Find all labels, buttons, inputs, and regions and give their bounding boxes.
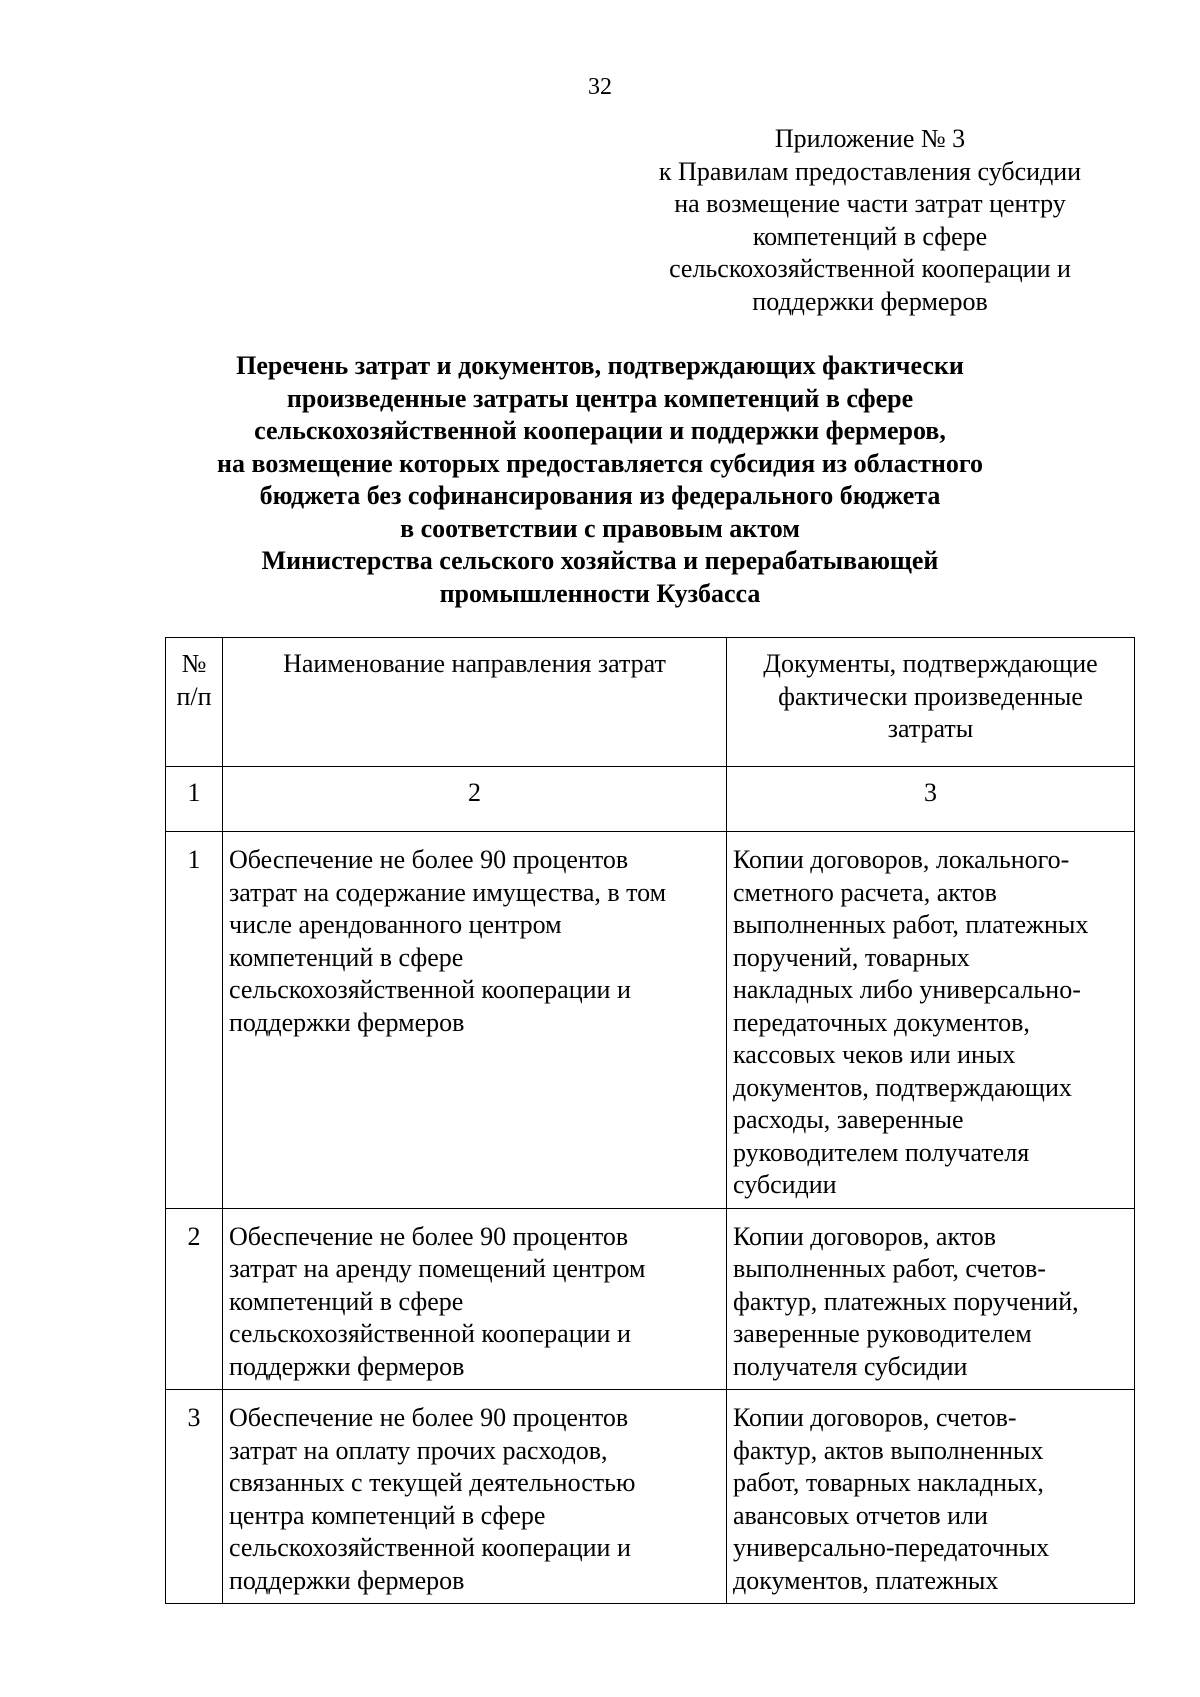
cell-line: накладных либо универсально-: [733, 975, 1081, 1004]
cell-line: кассовых чеков или иных: [733, 1040, 1016, 1069]
cell-line: документов, платежных: [733, 1565, 999, 1595]
cell-line: поддержки фермеров: [229, 1565, 465, 1595]
appendix-note: [620, 123, 1120, 318]
cell-line: авансовых отчетов или: [733, 1500, 988, 1530]
page-number: 32: [588, 74, 612, 100]
column-numbers-row: [166, 767, 1135, 832]
header-line: фактически произведенные: [778, 681, 1083, 711]
column-number: 2: [223, 767, 727, 832]
table-row: [166, 1390, 1135, 1604]
cell-line: расходы, заверенные: [733, 1105, 964, 1134]
cost-name-cell: [223, 1208, 727, 1390]
cell-line: затрат на аренду помещений центром: [229, 1254, 646, 1283]
appendix-line: сельскохозяйственной кооперации и: [669, 254, 1071, 283]
cell-line: универсально-передаточных: [733, 1533, 1050, 1562]
cell-line: поддержки фермеров: [229, 1007, 465, 1037]
appendix-line: к Правилам предоставления субсидии: [658, 156, 1082, 186]
title-line: Перечень затрат и документов, подтверждающих фактически: [236, 351, 964, 380]
cell-line: руководителем получателя: [733, 1137, 1030, 1167]
cell-line: сметного расчета, актов: [733, 877, 997, 907]
appendix-line: поддержки фермеров: [752, 286, 988, 316]
title-line: произведенные затраты центра компетенций в сфере: [286, 383, 914, 413]
header-line: затраты: [887, 714, 974, 743]
cell-line: выполненных работ, платежных: [733, 910, 1089, 939]
documents-cell: [727, 832, 1135, 1209]
cell-line: документов, подтверждающих: [733, 1072, 1072, 1102]
column-number: 3: [727, 767, 1135, 832]
title-line: в соответствии с правовым актом: [400, 513, 800, 543]
appendix-line: на возмещение части затрат центру: [674, 189, 1066, 218]
title-line: промышленности Кузбасса: [439, 578, 761, 608]
cell-line: получателя субсидии: [733, 1351, 968, 1381]
cell-line: Копии договоров, счетов-: [733, 1403, 1017, 1432]
header-line: №: [181, 649, 207, 678]
row-number: 2: [166, 1208, 223, 1390]
cell-line: фактур, платежных поручений,: [733, 1286, 1079, 1316]
cell-line: затрат на содержание имущества, в том: [229, 877, 667, 907]
cell-line: сельскохозяйственной кооперации и: [229, 1533, 631, 1562]
table-row: [166, 1208, 1135, 1390]
cell-line: затрат на оплату прочих расходов,: [229, 1435, 608, 1465]
documents-cell: [727, 1390, 1135, 1604]
header-documents: [727, 638, 1135, 767]
cell-line: числе арендованного центром: [229, 910, 562, 939]
cell-line: Копии договоров, актов: [733, 1221, 997, 1251]
cell-line: Копии договоров, локального-: [733, 845, 1070, 874]
appendix-line: компетенций в сфере: [752, 221, 988, 251]
table-row: [166, 832, 1135, 1209]
appendix-line: Приложение № 3: [774, 124, 966, 153]
cell-line: компетенций в сфере: [229, 942, 464, 972]
cell-line: поддержки фермеров: [229, 1351, 465, 1381]
cell-line: центра компетенций в сфере: [229, 1500, 546, 1530]
cell-line: сельскохозяйственной кооперации и: [229, 1319, 631, 1348]
cell-line: компетенций в сфере: [229, 1286, 464, 1316]
title-line: Министерства сельского хозяйства и перерабатывающей: [261, 546, 939, 575]
cell-line: поручений, товарных: [733, 942, 970, 972]
title-line: бюджета без софинансирования из федерального бюджета: [259, 481, 941, 510]
cell-line: заверенные руководителем: [733, 1319, 1032, 1348]
cell-line: фактур, актов выполненных: [733, 1435, 1044, 1465]
cell-line: сельскохозяйственной кооперации и: [229, 975, 631, 1004]
cell-line: субсидии: [733, 1170, 837, 1199]
header-line: Документы, подтверждающие: [763, 649, 1098, 678]
cost-name-cell: [223, 832, 727, 1209]
documents-cell: [727, 1208, 1135, 1390]
header-cost-name: [223, 638, 727, 767]
document-title: [160, 350, 1040, 610]
cell-line: Обеспечение не более 90 процентов: [229, 845, 629, 874]
column-number: 1: [166, 767, 223, 832]
cell-line: выполненных работ, счетов-: [733, 1254, 1046, 1283]
cell-line: Обеспечение не более 90 процентов: [229, 1403, 629, 1432]
cell-line: работ, товарных накладных,: [733, 1468, 1044, 1497]
row-number: 3: [166, 1390, 223, 1604]
title-line: сельскохозяйственной кооперации и поддержки фермеров,: [254, 416, 946, 445]
title-line: на возмещение которых предоставляется субсидия из областного: [216, 448, 984, 478]
header-line: Наименование направления затрат: [283, 649, 666, 678]
costs-table: [165, 637, 1135, 1604]
row-number: 1: [166, 832, 223, 1209]
cell-line: Обеспечение не более 90 процентов: [229, 1221, 629, 1251]
cost-name-cell: [223, 1390, 727, 1604]
cell-line: связанных с текущей деятельностью: [229, 1468, 636, 1497]
cell-line: передаточных документов,: [733, 1007, 1030, 1037]
header-line: п/п: [176, 681, 212, 711]
table-header-row: [166, 638, 1135, 767]
header-number: [166, 638, 223, 767]
